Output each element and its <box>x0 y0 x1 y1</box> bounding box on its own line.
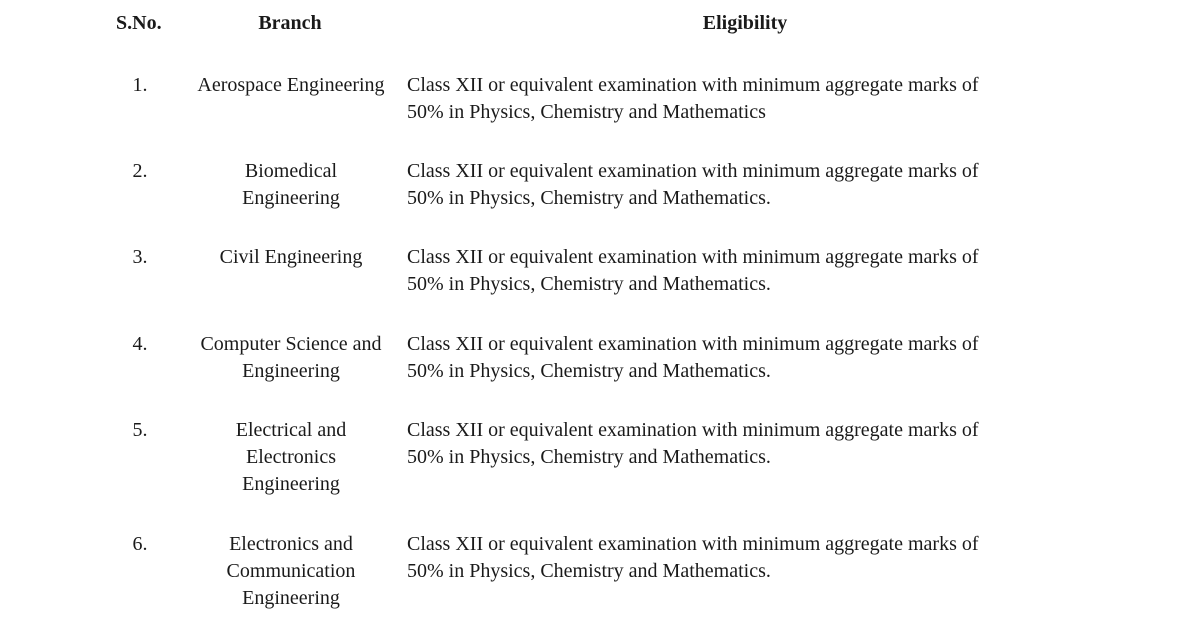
row-sno: 4. <box>132 333 148 355</box>
eligibility-line: Class XII or equivalent examination with minimum aggregate marks of <box>407 74 979 96</box>
header-eligibility: Eligibility <box>702 12 788 34</box>
row-eligibility <box>407 158 1097 212</box>
row-eligibility <box>407 417 1097 471</box>
eligibility-line: Class XII or equivalent examination with minimum aggregate marks of <box>407 160 979 182</box>
row-eligibility <box>407 244 1097 298</box>
branch-line: Engineering <box>242 187 340 209</box>
branch-line: Aerospace Engineering <box>197 74 385 96</box>
eligibility-line: Class XII or equivalent examination with minimum aggregate marks of <box>407 419 979 441</box>
row-eligibility <box>407 531 1097 585</box>
eligibility-line: Class XII or equivalent examination with minimum aggregate marks of <box>407 246 979 268</box>
row-sno: 2. <box>132 160 148 182</box>
row-branch <box>178 158 404 212</box>
branch-line: Electronics <box>246 446 336 468</box>
eligibility-line: 50% in Physics, Chemistry and Mathematics. <box>407 446 771 468</box>
branch-line: Communication <box>226 560 356 582</box>
row-branch <box>178 244 404 271</box>
row-branch <box>178 417 404 498</box>
eligibility-line: 50% in Physics, Chemistry and Mathematics. <box>407 360 771 382</box>
header-sno: S.No. <box>116 12 162 34</box>
eligibility-line: Class XII or equivalent examination with minimum aggregate marks of <box>407 533 979 555</box>
branch-line: Electrical and <box>235 419 347 441</box>
row-branch <box>178 72 404 99</box>
branch-line: Engineering <box>242 473 340 495</box>
header-branch: Branch <box>258 12 322 34</box>
row-sno: 5. <box>132 419 148 441</box>
branch-line: Biomedical <box>244 160 338 182</box>
row-eligibility <box>407 331 1097 385</box>
eligibility-line: 50% in Physics, Chemistry and Mathematics. <box>407 187 771 209</box>
row-sno: 1. <box>132 74 148 96</box>
branch-line: Electronics and <box>229 533 353 555</box>
row-sno: 3. <box>132 246 148 268</box>
branch-line: Engineering <box>242 360 340 382</box>
eligibility-line: 50% in Physics, Chemistry and Mathematics. <box>407 273 771 295</box>
eligibility-line: 50% in Physics, Chemistry and Mathematics. <box>407 560 771 582</box>
row-sno: 6. <box>132 533 148 555</box>
branch-line: Computer Science and <box>200 333 382 355</box>
row-eligibility <box>407 72 1097 126</box>
eligibility-line: Class XII or equivalent examination with minimum aggregate marks of <box>407 333 979 355</box>
branch-line: Civil Engineering <box>219 246 363 268</box>
row-branch <box>178 331 404 385</box>
row-branch <box>178 531 404 612</box>
eligibility-line: 50% in Physics, Chemistry and Mathematics <box>407 101 766 123</box>
branch-line: Engineering <box>242 587 340 609</box>
